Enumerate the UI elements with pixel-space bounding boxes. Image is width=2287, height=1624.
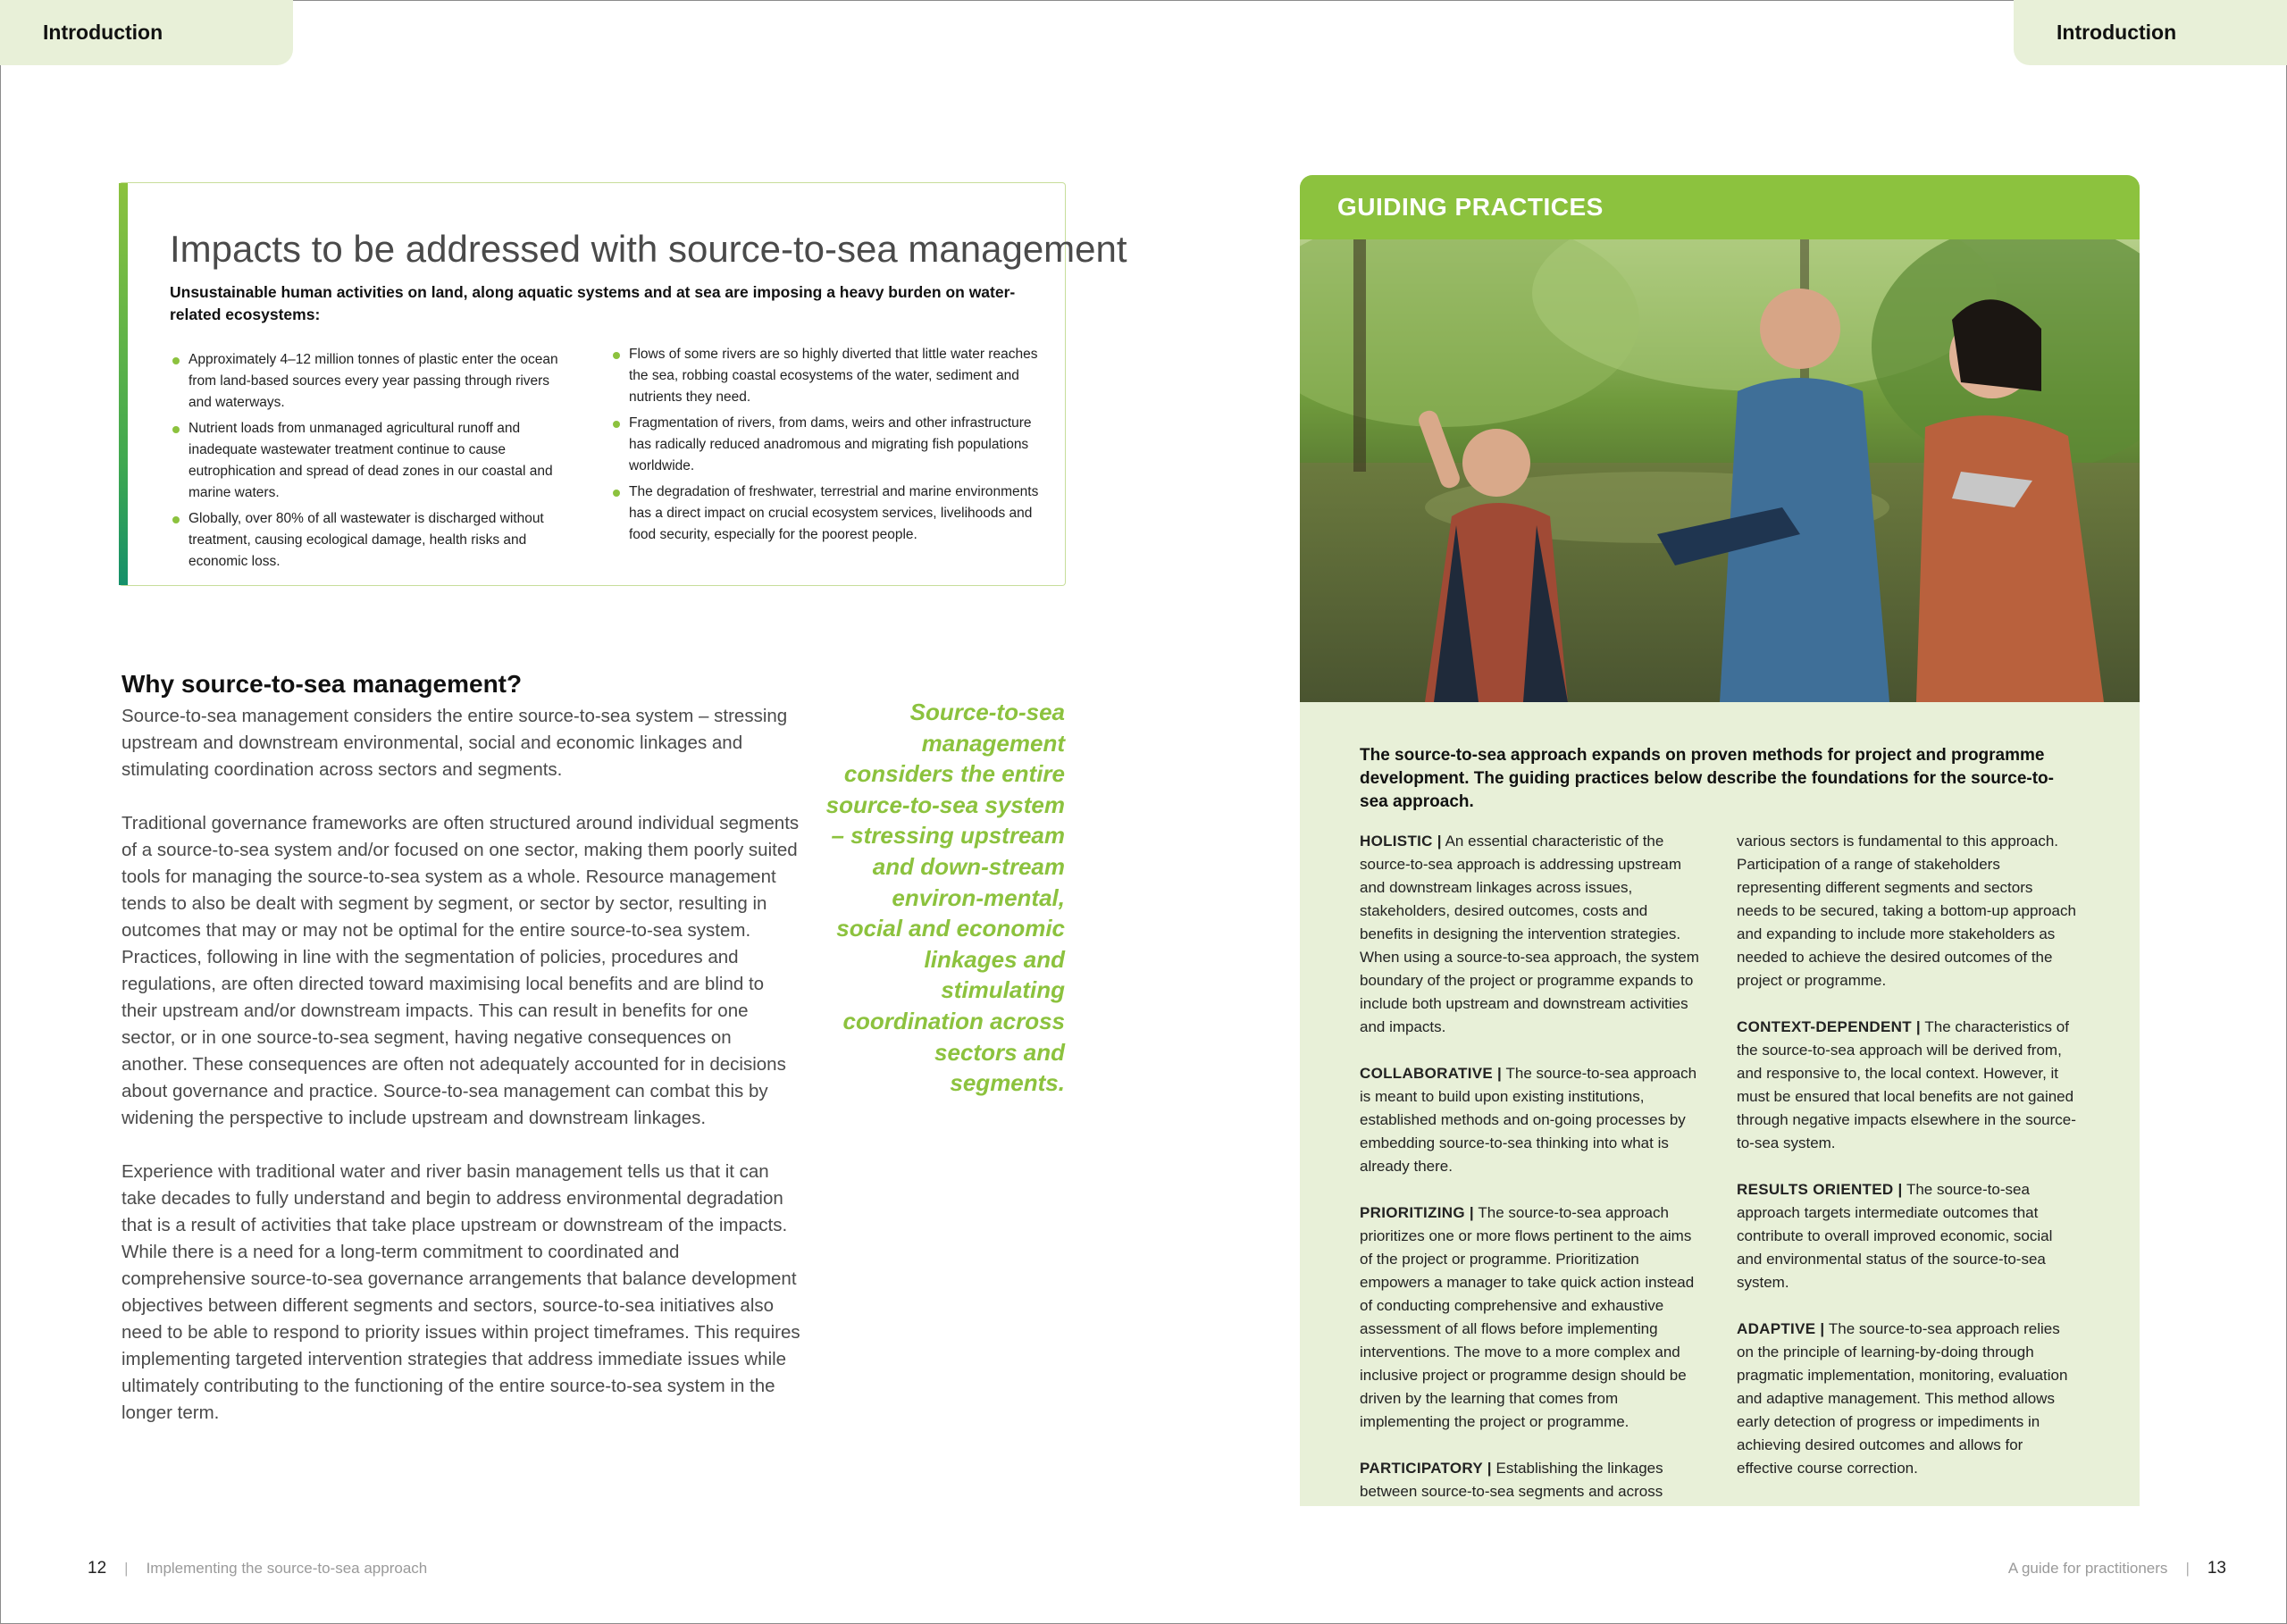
footer-title-left: Implementing the source-to-sea approach [146, 1560, 428, 1577]
bullet-icon [172, 357, 180, 364]
practice-item-collaborative [1360, 1062, 1699, 1178]
why-paragraph: Traditional governance frameworks are often structured around individual segments of a source-to-sea system and/or focused on one sector, making them poorly suited tools for managing the source-to-sea system as a whole. Resource management tends to also be dealt with segment by segment, or sector by sector, resulting in outcomes that may or may not be optimal for the entire source-to-sea system. Practices, following in line with the segmentation of policies, procedures and regulations, are often directed toward maximising local benefits and are blind to their upstream and/or downstream impacts. This can result in benefits for one sector, or in one source-to-sea segment, having negative consequences on another. These consequences are often not adequately accounted for in decisions about governance and practice. Source-to-sea management can combat this by widening the perspective to include upstream and downstream linkages. [121, 813, 800, 1128]
chapter-tab-right [2014, 0, 2287, 65]
practice-text: The source-to-sea approach is meant to build upon existing institutions, established methods and on-going processes by embedding source-to-sea thinking into what is already there. [1360, 1065, 1697, 1175]
impacts-list-item [172, 349, 565, 414]
practice-item-prioritizing [1360, 1201, 1699, 1434]
impacts-item-text: Fragmentation of rivers, from dams, weirs and other infrastructure has radically reduced anadromous and migrating fish populations worldwide. [629, 415, 1032, 473]
bullet-icon [172, 426, 180, 433]
impacts-lead: Unsustainable human activities on land, along aquatic systems and at sea are imposing a heavy burden on water-related ecosystems: [170, 283, 1016, 323]
why-paragraph: Source-to-sea management considers the entire source-to-sea system – stressing upstream and downstream environmental, social and economic linkages and stimulating coordination across sectors and segments. [121, 706, 788, 780]
impacts-item-text: The degradation of freshwater, terrestrial and marine environments has a direct impact on crucial ecosystem services, livelihoods and food security, especially for the poorest people. [629, 484, 1039, 542]
practice-text: An essential characteristic of the source-to-sea approach is addressing upstream and downstream linkages across issues, stakeholders, desired outcomes, costs and benefits in designing the intervention strategies. When using a source-to-sea approach, the system boundary of the project or programme expands to include both upstream and downstream activities and impacts. [1360, 833, 1699, 1035]
practice-text: The source-to-sea approach targets intermediate outcomes that contribute to overall improved economic, social and environmental status of the source-to-sea system. [1737, 1181, 2053, 1291]
practice-keyword: PRIORITIZING | [1360, 1204, 1474, 1221]
chapter-tab-label: Introduction [2057, 21, 2177, 44]
footer-left [88, 1559, 427, 1578]
impacts-item-text: Nutrient loads from unmanaged agricultural runoff and inadequate wastewater treatment continue to cause eutrophication and spread of dead zones in our coastal and marine waters. [188, 421, 553, 500]
practice-item-participatory [1360, 1457, 1699, 1503]
practice-text: Establishing the linkages between source-to-sea segments and across [1360, 1460, 1663, 1500]
impacts-item-text: Approximately 4–12 million tonnes of plastic enter the ocean from land-based sources every year passing through rivers and waterways. [188, 352, 558, 410]
impacts-list-left [172, 349, 565, 577]
why-heading: Why source-to-sea management? [121, 670, 523, 698]
practice-text: The characteristics of the source-to-sea approach will be derived from, and responsive to, the local context. However, it must be ensured that local benefits are not gained through negative impacts elsewhere in the source-to-sea system. [1737, 1018, 2076, 1151]
chapter-tab-label: Introduction [43, 21, 163, 44]
practice-text: The source-to-sea approach relies on the principle of learning-by-doing through pragmatic implementation, monitoring, evaluation and adaptive management. This method allows early detection of progress or impediments in achieving desired outcomes and allows for effective course correction. [1737, 1320, 2068, 1477]
impacts-item-text: Globally, over 80% of all wastewater is discharged without treatment, causing ecological damage, health risks and economic loss. [188, 511, 544, 569]
impacts-box [119, 182, 1127, 586]
practice-text: various sectors is fundamental to this approach. Participation of a range of stakeholders representing different segments and sectors needs to be secured, taking a bottom-up approach and expanding to include more stakeholders as needed to achieve the desired outcomes of the project or programme. [1737, 833, 2076, 989]
page-number-right: 13 [2207, 1559, 2226, 1578]
pull-quote: Source-to-sea management considers the entire source-to-sea system – stressing upstream and down-stream environ-mental, social and economic linkages and stimulating coordination across sectors and segments. [825, 699, 1065, 1097]
page-number-left: 12 [88, 1559, 107, 1578]
practice-item-holistic [1360, 830, 1699, 1039]
practice-keyword: ADAPTIVE | [1737, 1320, 1825, 1337]
bullet-icon [613, 421, 620, 428]
why-paragraph: Experience with traditional water and river basin management tells us that it can take decades to fully understand and begin to address environmental degradation that is a result of activities that take place upstream or downstream of the impacts. While there is a need for a long-term commitment to coordinated and comprehensive source-to-sea governance arrangements that balance development objectives between different segments and sectors, source-to-sea initiatives also need to be able to respond to priority issues within project timeframes. This requires implementing targeted intervention strategies that address immediate issues while ultimately contributing to the functioning of the entire source-to-sea system in the longer term. [121, 1161, 800, 1423]
footer-title-right: A guide for practitioners [2007, 1560, 2168, 1577]
guiding-practices-header: GUIDING PRACTICES [1300, 175, 2140, 239]
footer-right [2008, 1559, 2226, 1578]
impacts-list-right [613, 344, 1042, 550]
bullet-icon [613, 352, 620, 359]
practice-text: The source-to-sea approach prioritizes one or more flows pertinent to the aims of the project or programme. Prioritization empowers a manager to take quick action instead of conducting comprehensive and exhaustive assessment of all flows before implementing interventions. The move to a more complex and inclusive project or programme design should be driven by the learning that comes from implementing the project or programme. [1360, 1204, 1695, 1430]
practice-item-participatory-cont [1737, 830, 2076, 992]
impacts-list-item [613, 344, 1042, 408]
impacts-accent-bar [119, 183, 128, 585]
footer-separator: | [124, 1560, 129, 1577]
practice-keyword: COLLABORATIVE | [1360, 1065, 1503, 1082]
impacts-title: Impacts to be addressed with source-to-sea management [170, 228, 1127, 270]
practice-keyword: RESULTS ORIENTED | [1737, 1181, 1903, 1198]
impacts-list-item [613, 413, 1042, 477]
guiding-practices-panel [1300, 175, 2140, 1506]
impacts-list-item [613, 481, 1042, 546]
practice-keyword: HOLISTIC | [1360, 833, 1442, 850]
chapter-tab-left [0, 0, 293, 65]
practice-item-context-dependent [1737, 1016, 2076, 1155]
impacts-item-text: Flows of some rivers are so highly diverted that little water reaches the sea, robbing coastal ecosystems of the water, sediment and nutrients they need. [629, 347, 1038, 405]
practice-item-adaptive [1737, 1318, 2076, 1480]
impacts-list-item [172, 418, 565, 504]
guiding-practices-col-left [1360, 830, 1699, 1506]
bullet-icon [172, 516, 180, 523]
practice-item-results-oriented [1737, 1178, 2076, 1294]
guiding-practices-intro: The source-to-sea approach expands on proven methods for project and programme development. The guiding practices below describe the foundations for the source-to-sea approach. [1360, 746, 2054, 811]
impacts-list-item [172, 508, 565, 573]
footer-separator: | [2185, 1560, 2190, 1577]
practice-keyword: PARTICIPATORY | [1360, 1460, 1492, 1477]
field-work-photo [1300, 239, 2140, 702]
practice-keyword: CONTEXT-DEPENDENT | [1737, 1018, 1921, 1035]
guiding-practices-col-right [1737, 830, 2076, 1503]
why-body [121, 703, 800, 1453]
bullet-icon [613, 490, 620, 497]
